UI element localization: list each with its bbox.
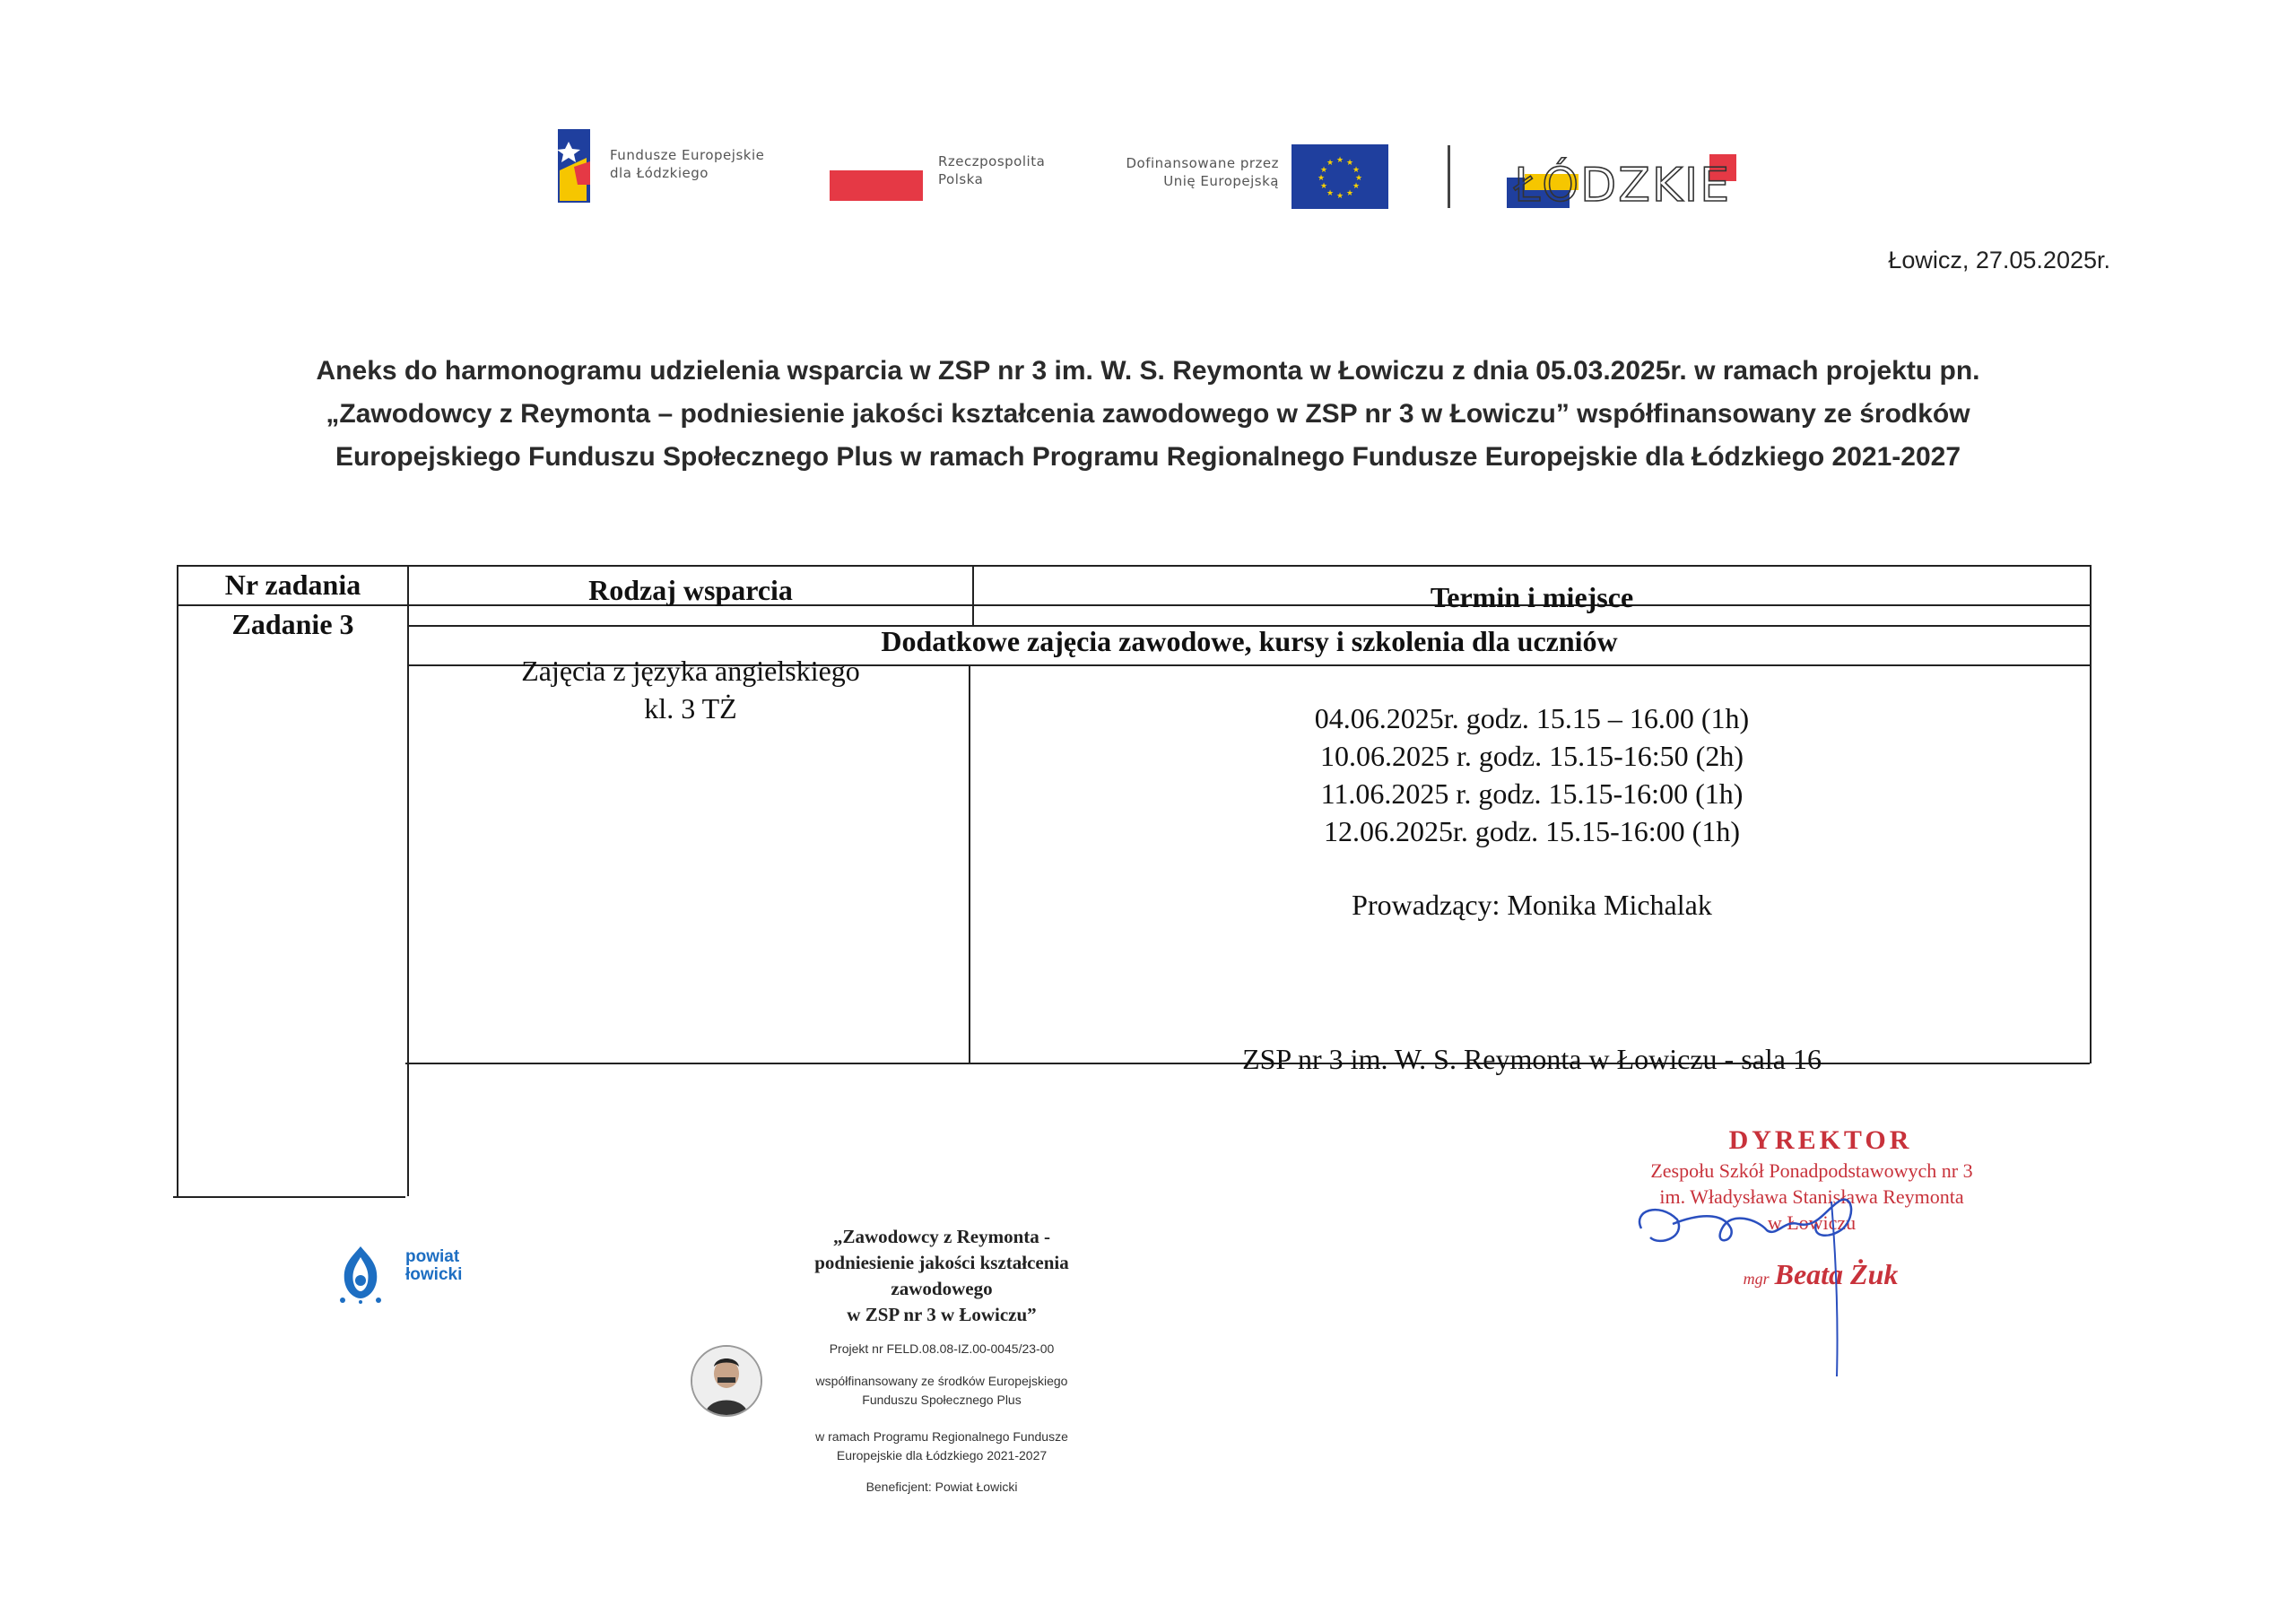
header-task-number: Nr zadania [224, 568, 361, 601]
stamp-title: DYREKTOR [1728, 1125, 1913, 1155]
svg-text:★: ★ [1354, 174, 1363, 183]
powiat-lowicki-label [405, 1248, 462, 1284]
date-item: 11.06.2025 r. godz. 15.15-16:00 (1h) [1320, 777, 1744, 810]
project-number: Projekt nr FELD.08.08-IZ.00-0045/23-00 [829, 1341, 1055, 1356]
project-line2: podniesienie jakości kształcenia [814, 1252, 1069, 1273]
title-line2: „Zawodowcy z Reymonta – podniesienie jakości kształcenia zawodowego w ZSP nr 3 w Łowiczu” współfinansowany ze środków [326, 399, 1970, 429]
fundusze-europejskie-label [610, 146, 807, 182]
date-item: 10.06.2025 r. godz. 15.15-16:50 (2h) [1320, 740, 1744, 772]
location: ZSP nr 3 im. W. S. Reymonta w Łowiczu - sala 16 [1242, 1043, 1822, 1075]
eu-line1: Dofinansowane przez [1126, 155, 1279, 171]
poland-flag-icon [830, 170, 923, 201]
stamp-line2: im. Władysława Stanisława Reymonta [1659, 1185, 1964, 1208]
powiat-line2: łowicki [405, 1265, 463, 1284]
director-name-text: Beata Żuk [1774, 1258, 1899, 1290]
project-line3: zawodowego [891, 1278, 993, 1299]
stamp-line3: w Łowiczu [1767, 1211, 1857, 1234]
document-date: Łowicz, 27.05.2025r. [1888, 247, 2110, 273]
cofinanced-line1: współfinansowany ze środków Europejskiego [815, 1374, 1068, 1388]
date-list [974, 699, 2090, 850]
cofinanced-note [753, 1372, 1130, 1410]
header-support-type: Rodzaj wsparcia [588, 574, 793, 606]
svg-text:★: ★ [1345, 159, 1354, 168]
support-line1: Zajęcia z języka angielskiego [521, 655, 860, 687]
svg-text:★: ★ [1345, 189, 1354, 198]
handwritten-signature [1623, 1175, 1883, 1381]
pl-line1: Rzeczpospolita [938, 153, 1046, 169]
svg-text:★: ★ [1319, 182, 1328, 191]
project-line4: w ZSP nr 3 w Łowiczu” [847, 1304, 1037, 1325]
table-left-border [177, 565, 178, 1196]
svg-text:★: ★ [1335, 192, 1344, 201]
svg-text:★: ★ [1352, 166, 1361, 175]
powiat-line1: powiat [405, 1247, 460, 1266]
rzeczpospolita-label [938, 152, 1064, 188]
title-line3: Europejskiego Funduszu Społecznego Plus w ramach Programu Regionalnego Fundusze Europejskie dla Łódzkiego 2021-2027 [335, 442, 1961, 472]
table-top-border [177, 565, 2091, 567]
eu-cofinance-label [1087, 154, 1279, 190]
lodzkie-text: ŁÓDZKIE [1514, 159, 1732, 208]
svg-text:★: ★ [1326, 189, 1335, 198]
project-line1: „Zawodowcy z Reymonta - [832, 1226, 1051, 1247]
task-bottom-border [173, 1196, 405, 1198]
table-header-border-left [177, 604, 408, 606]
director-degree: mgr [1743, 1270, 1770, 1288]
svg-text:★: ★ [1319, 166, 1328, 175]
fundusze-europejskie-logo [551, 126, 601, 206]
svg-text:★: ★ [1326, 159, 1335, 168]
stamp-line1: Zespołu Szkół Ponadpodstawowych nr 3 [1650, 1159, 1973, 1182]
fe-line2: dla Łódzkiego [610, 165, 709, 181]
beneficiary: Beneficjent: Powiat Łowicki [865, 1480, 1018, 1494]
table-right-border [2090, 565, 2092, 1063]
instructor: Prowadzący: Monika Michalak [1352, 889, 1712, 921]
section-title: Dodatkowe zajęcia zawodowe, kursy i szkolenia dla uczniów [881, 625, 1618, 657]
pl-line2: Polska [938, 171, 984, 187]
powiat-lowicki-logo [335, 1245, 386, 1304]
project-name [753, 1224, 1130, 1328]
header-date-place: Termin i miejsce [1430, 581, 1634, 613]
program-line2: Europejskie dla Łódzkiego 2021-2027 [836, 1448, 1048, 1462]
support-line2: kl. 3 TŻ [644, 692, 737, 725]
svg-text:★: ★ [1352, 182, 1361, 191]
logo-divider [1448, 145, 1450, 208]
svg-text:★: ★ [1317, 174, 1326, 183]
date-item: 12.06.2025r. godz. 15.15-16:00 (1h) [1324, 815, 1740, 847]
eu-line2: Unię Europejską [1163, 173, 1279, 189]
reymont-portrait-icon [691, 1345, 762, 1417]
cofinanced-line2: Funduszu Społecznego Plus [862, 1393, 1022, 1407]
program-note [753, 1428, 1130, 1465]
date-item: 04.06.2025r. godz. 15.15 – 16.00 (1h) [1314, 702, 1750, 734]
support-description [409, 652, 972, 727]
title-line1: Aneks do harmonogramu udzielenia wsparcia w ZSP nr 3 im. W. S. Reymonta w Łowiczu z dnia 05.03.2025r. w ramach projektu pn. [316, 356, 1980, 386]
task-label: Zadanie 3 [231, 608, 354, 640]
document-title [224, 350, 2072, 479]
program-line1: w ramach Programu Regionalnego Fundusze [815, 1429, 1068, 1444]
svg-text:★: ★ [1335, 156, 1344, 165]
fe-line1: Fundusze Europejskie [610, 147, 765, 163]
eu-flag-icon [1292, 144, 1388, 209]
lodzkie-logo [1507, 151, 1758, 208]
